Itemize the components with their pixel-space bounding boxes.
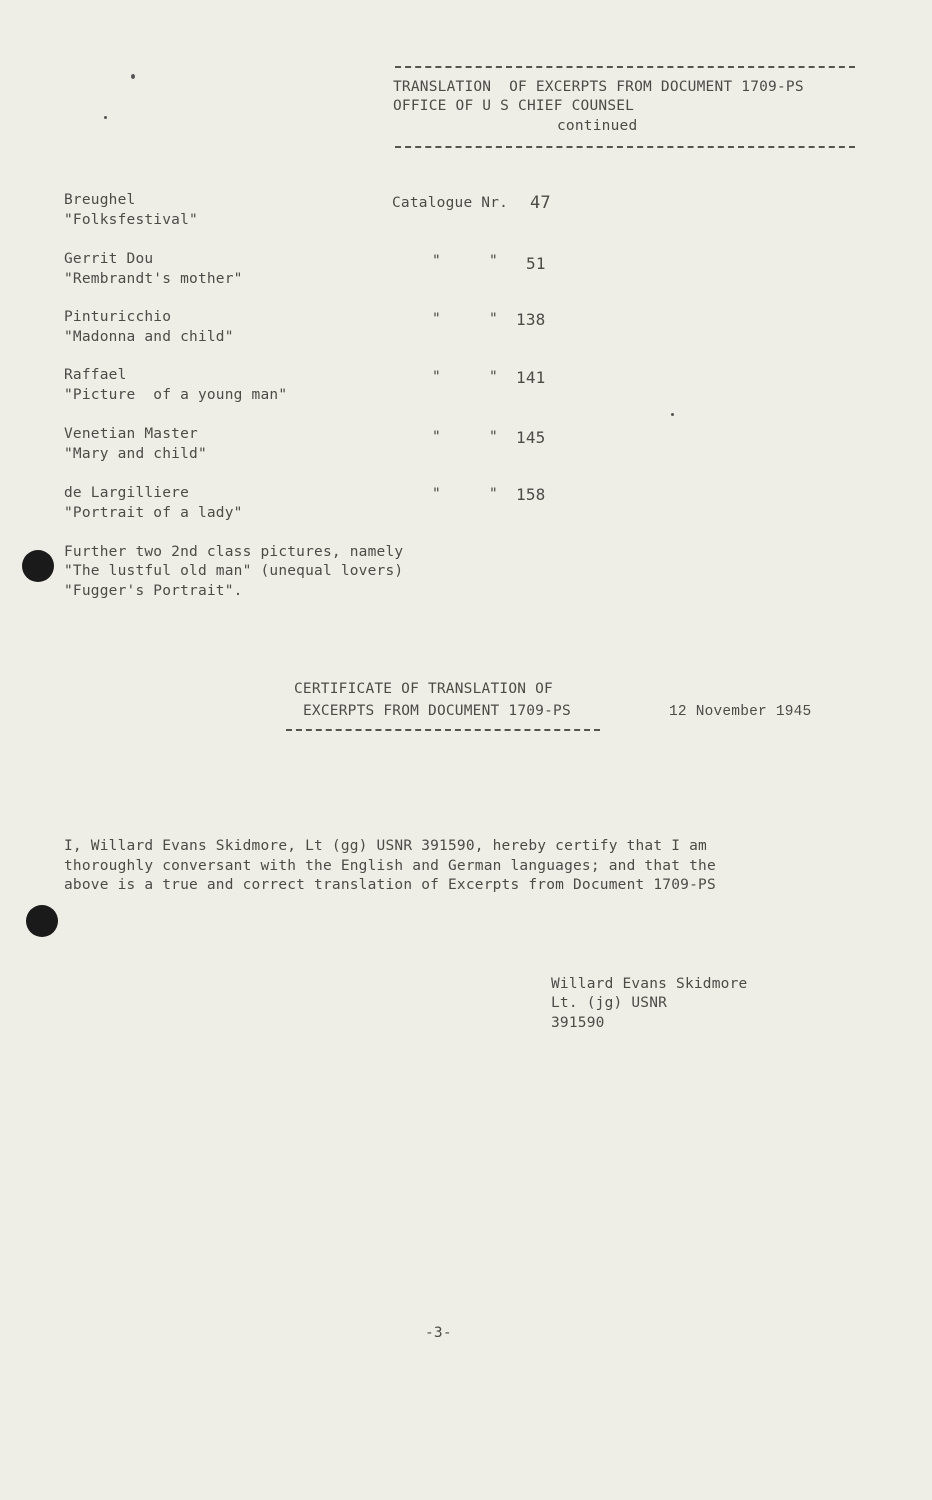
catalogue-label: Catalogue Nr. — [392, 195, 509, 211]
entry-title: "Mary and child" — [64, 446, 207, 462]
ditto-mark: " — [432, 311, 441, 327]
certification-line-3: above is a true and correct translation of Excerpts from Document 1709-PS — [64, 877, 716, 893]
certificate-underline — [286, 729, 600, 731]
header-line-1: TRANSLATION OF EXCERPTS FROM DOCUMENT 1709-PS — [393, 79, 804, 95]
ditto-mark: " — [432, 253, 441, 269]
entry-artist: Pinturicchio — [64, 309, 172, 325]
catalogue-number: 158 — [516, 485, 546, 504]
certificate-date: 12 November 1945 — [669, 704, 812, 720]
certification-line-2: thoroughly conversant with the English and German languages; and that the — [64, 858, 716, 874]
page-number: -3- — [425, 1325, 452, 1341]
ditto-mark: " — [432, 429, 441, 445]
entry-artist: Raffael — [64, 367, 127, 383]
signature-number: 391590 — [551, 1015, 605, 1031]
certificate-title-line-2: EXCERPTS FROM DOCUMENT 1709-PS — [303, 703, 571, 719]
catalogue-number: 47 — [530, 193, 551, 213]
header-bottom-rule — [395, 146, 855, 148]
header-top-rule — [395, 66, 855, 68]
ditto-mark: " — [432, 369, 441, 385]
entry-artist: de Largilliere — [64, 485, 190, 501]
punch-hole-bottom — [26, 905, 58, 937]
signature-rank: Lt. (jg) USNR — [551, 995, 668, 1011]
header-line-2: OFFICE OF U S CHIEF COUNSEL — [393, 98, 635, 114]
catalogue-number: 138 — [516, 310, 546, 329]
ditto-mark: " — [432, 486, 441, 502]
further-line-2: "The lustful old man" (unequal lovers) — [64, 563, 404, 579]
ink-speck — [131, 74, 135, 79]
catalogue-number: 141 — [516, 368, 546, 387]
entry-title: "Folksfestival" — [64, 212, 198, 228]
further-line-1: Further two 2nd class pictures, namely — [64, 544, 404, 560]
ditto-mark: " — [489, 486, 498, 502]
entry-artist: Gerrit Dou — [64, 251, 154, 267]
entry-artist: Breughel — [64, 192, 136, 208]
entry-title: "Madonna and child" — [64, 329, 234, 345]
catalogue-number: 145 — [516, 428, 546, 447]
signature-name: Willard Evans Skidmore — [551, 976, 748, 992]
certification-line-1: I, Willard Evans Skidmore, Lt (gg) USNR 391590, hereby certify that I am — [64, 838, 707, 854]
ditto-mark: " — [489, 253, 498, 269]
certificate-title-line-1: CERTIFICATE OF TRANSLATION OF — [294, 681, 553, 697]
ditto-mark: " — [489, 369, 498, 385]
ink-speck — [104, 116, 107, 119]
punch-hole-top — [22, 550, 54, 582]
entry-artist: Venetian Master — [64, 426, 198, 442]
entry-title: "Picture of a young man" — [64, 387, 288, 403]
header-line-3: continued — [557, 118, 638, 134]
ditto-mark: " — [489, 429, 498, 445]
catalogue-number: 51 — [526, 254, 546, 273]
entry-title: "Rembrandt's mother" — [64, 271, 243, 287]
ink-speck — [671, 413, 674, 416]
entry-title: "Portrait of a lady" — [64, 505, 243, 521]
further-line-3: "Fugger's Portrait". — [64, 583, 243, 599]
ditto-mark: " — [489, 311, 498, 327]
